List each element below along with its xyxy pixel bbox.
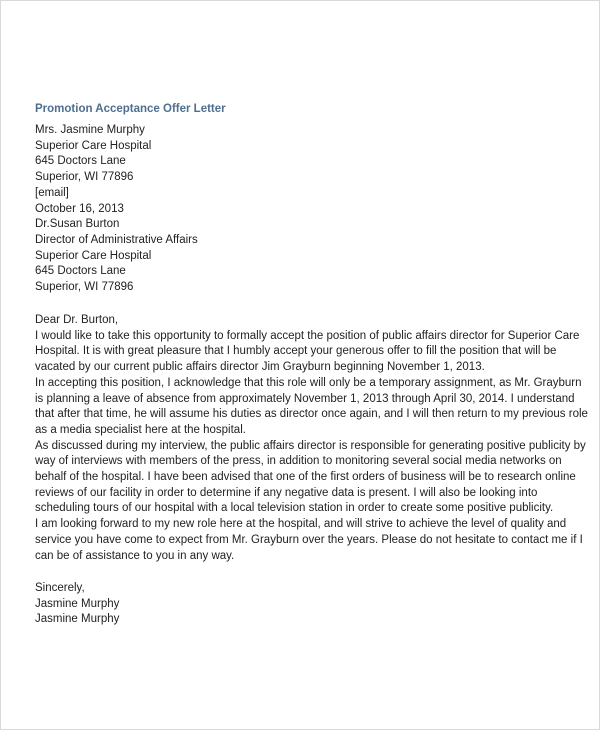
address-block <box>35 123 565 296</box>
letter-date: October 16, 2013 <box>35 202 124 215</box>
letter-body <box>35 313 588 564</box>
recipient-city-state-zip: Superior, WI 77896 <box>35 281 134 294</box>
sender-street: 645 Doctors Lane <box>35 155 126 168</box>
paragraph-2-line-1: In accepting this position, I acknowledge that this role will only be a temporary assignment, as Mr. Grayburn <box>35 376 582 389</box>
sender-organization: Superior Care Hospital <box>35 139 152 152</box>
sender-email: [email] <box>35 186 69 199</box>
salutation: Dear Dr. Burton, <box>35 314 119 326</box>
sender-city-state-zip: Superior, WI 77896 <box>35 171 134 184</box>
paragraph-1-line-2: Hospital. It is with great pleasure that I humbly accept your generous offer to fill the position that will be <box>35 345 557 358</box>
paragraph-1-line-3: vacated by our current public affairs director Jim Grayburn beginning November 1, 2013. <box>35 361 485 374</box>
recipient-organization: Superior Care Hospital <box>35 249 152 262</box>
paragraph-3-line-2: way of interviews with members of the press, in addition to monitoring several social media networks on <box>35 455 562 468</box>
recipient-title: Director of Administrative Affairs <box>35 233 198 246</box>
paragraph-3-line-5: scheduling tours of our hospital with a local television station in order to create some positive publicity. <box>35 502 554 515</box>
paragraph-2-line-4: as a media specialist here at the hospital. <box>35 423 246 436</box>
paragraph-4-line-1: I am looking forward to my new role here at the hospital, and will strive to achieve the level of quality and <box>35 518 567 531</box>
sender-name: Mrs. Jasmine Murphy <box>35 124 145 136</box>
paragraph-4-line-3: can be of assistance to you in any way. <box>35 549 235 562</box>
closing: Sincerely, <box>35 582 85 594</box>
paragraph-3-line-3: behalf of the hospital. I have been advised that one of the first orders of business will be to research online <box>35 471 576 484</box>
paragraph-3-line-1: As discussed during my interview, the public affairs director is responsible for generating positive publicity by <box>35 439 586 452</box>
closing-block <box>35 581 335 628</box>
paragraph-3-line-4: reviews of our facility in order to determine if any negative data is present. I will also be looking into <box>35 486 538 499</box>
recipient-name: Dr.Susan Burton <box>35 218 120 231</box>
paragraph-1-line-1: I would like to take this opportunity to formally accept the position of public affairs director for Superior Care <box>35 329 580 342</box>
signature-line-1: Jasmine Murphy <box>35 597 120 610</box>
paragraph-2-line-3: that after that time, he will assume his duties as director once again, and I will then return to my previous role <box>35 408 588 421</box>
paragraph-4-line-2: service you have come to expect from Mr. Grayburn over the years. Please do not hesitate to contact me if I <box>35 533 583 546</box>
signature-line-2: Jasmine Murphy <box>35 613 120 626</box>
paragraph-2-line-2: is planning a leave of absence from approximately November 1, 2013 through April 30, 2014. I understand <box>35 392 575 405</box>
recipient-street: 645 Doctors Lane <box>35 265 126 278</box>
document-title: Promotion Acceptance Offer Letter <box>35 103 226 115</box>
